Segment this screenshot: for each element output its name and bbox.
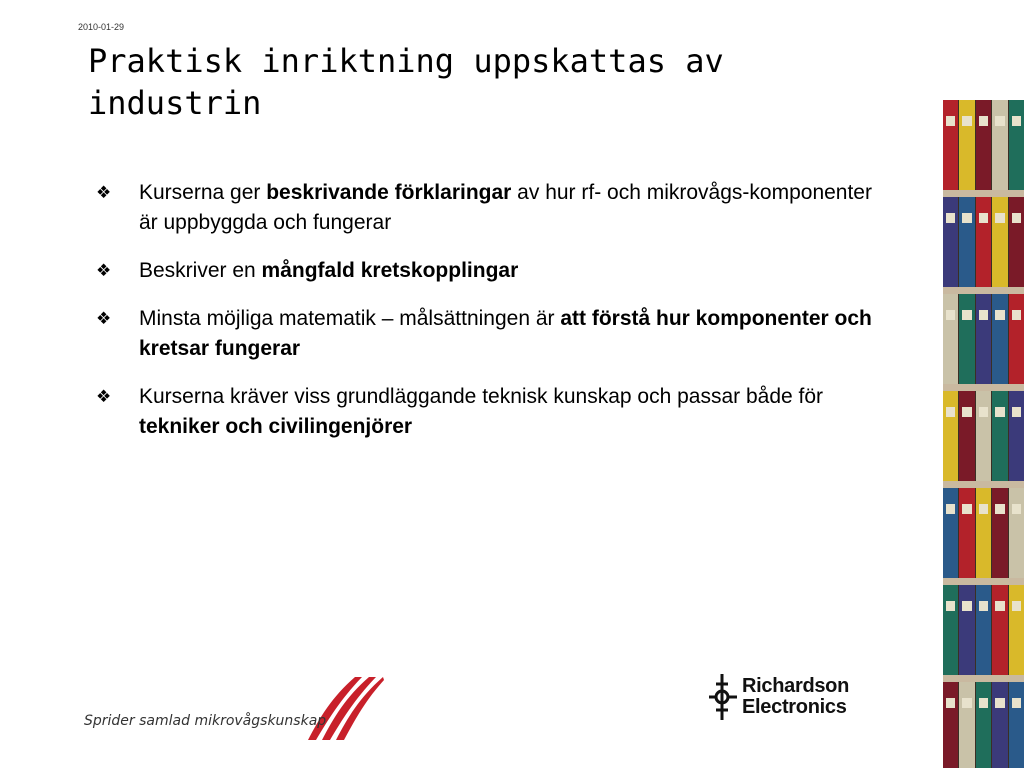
bullet-bold-text: tekniker och civilingenjörer (139, 415, 413, 438)
book-spine (943, 197, 958, 287)
four-diamond-bullet-icon: ❖ (96, 261, 112, 280)
company-name-line2: Electronics (742, 696, 847, 718)
book-spine (1009, 197, 1024, 287)
book-spine (992, 100, 1007, 190)
book-spine (959, 585, 974, 675)
book-spine (1009, 294, 1024, 384)
book-spine (976, 391, 991, 481)
book-spine (976, 488, 991, 578)
book-spine (976, 294, 991, 384)
shelf-plank (943, 190, 1024, 197)
shelf-plank (943, 675, 1024, 682)
book-spine (976, 100, 991, 190)
book-spine (992, 488, 1007, 578)
company-name (742, 676, 849, 718)
book-spine (943, 100, 958, 190)
shelf-plank (943, 481, 1024, 488)
book-spine (959, 391, 974, 481)
shelf-row (943, 682, 1024, 768)
book-spine (1009, 585, 1024, 675)
book-spine (992, 197, 1007, 287)
book-spine (959, 197, 974, 287)
shelf-plank (943, 578, 1024, 585)
bookshelf-image (943, 100, 1024, 768)
book-spine (1009, 488, 1024, 578)
shelf-row (943, 100, 1024, 190)
book-spine (992, 585, 1007, 675)
bullet-text: Kurserna kräver viss grundläggande teknisk kunskap och passar både för (139, 385, 824, 408)
book-spine (959, 294, 974, 384)
slide-title: Praktisk inriktning uppskattas av industrin (88, 42, 724, 122)
bullet-item (96, 304, 896, 364)
shelf-row (943, 294, 1024, 384)
bullet-list (96, 178, 896, 460)
book-spine (943, 585, 958, 675)
shelf-plank (943, 384, 1024, 391)
bullet-bold-text: mångfald kretskopplingar (261, 259, 519, 282)
book-spine (976, 682, 991, 768)
book-spine (943, 294, 958, 384)
shelf-plank (943, 287, 1024, 294)
book-spine (943, 391, 958, 481)
book-spine (1009, 682, 1024, 768)
bullet-item (96, 178, 896, 238)
book-spine (976, 585, 991, 675)
four-diamond-bullet-icon: ❖ (96, 309, 112, 328)
book-spine (976, 197, 991, 287)
date-label: 2010-01-29 (78, 22, 125, 32)
book-spine (943, 488, 958, 578)
wave-logo (84, 672, 384, 742)
bullet-text: Beskriver en (139, 259, 262, 282)
bullet-text: Kurserna ger (139, 181, 267, 204)
book-spine (959, 682, 974, 768)
shelf-row (943, 197, 1024, 287)
bullet-bold-text: beskrivande förklaringar (266, 181, 512, 204)
book-spine (1009, 100, 1024, 190)
book-spine (992, 682, 1007, 768)
four-diamond-bullet-icon: ❖ (96, 387, 112, 406)
bullet-bold-text: att förstå hur komponenter och kretsar fungerar (139, 307, 872, 360)
book-spine (959, 100, 974, 190)
book-spine (992, 391, 1007, 481)
book-spine (959, 488, 974, 578)
bullet-text: av hur rf- och mikrovågs-komponenter är uppbyggda och fungerar (139, 181, 872, 234)
footer-tagline: Sprider samlad mikrovågskunskap (84, 713, 327, 729)
book-spine (943, 682, 958, 768)
red-stripes-icon (308, 677, 384, 740)
four-diamond-bullet-icon: ❖ (96, 183, 112, 202)
book-spine (992, 294, 1007, 384)
shelf-row (943, 585, 1024, 675)
shelf-row (943, 488, 1024, 578)
bullet-item (96, 256, 896, 286)
bullet-text: Minsta möjliga matematik – målsättningen är (139, 307, 561, 330)
company-name-line1: Richardson (742, 675, 850, 697)
book-spine (1009, 391, 1024, 481)
bullet-item (96, 382, 896, 442)
shelf-row (943, 391, 1024, 481)
